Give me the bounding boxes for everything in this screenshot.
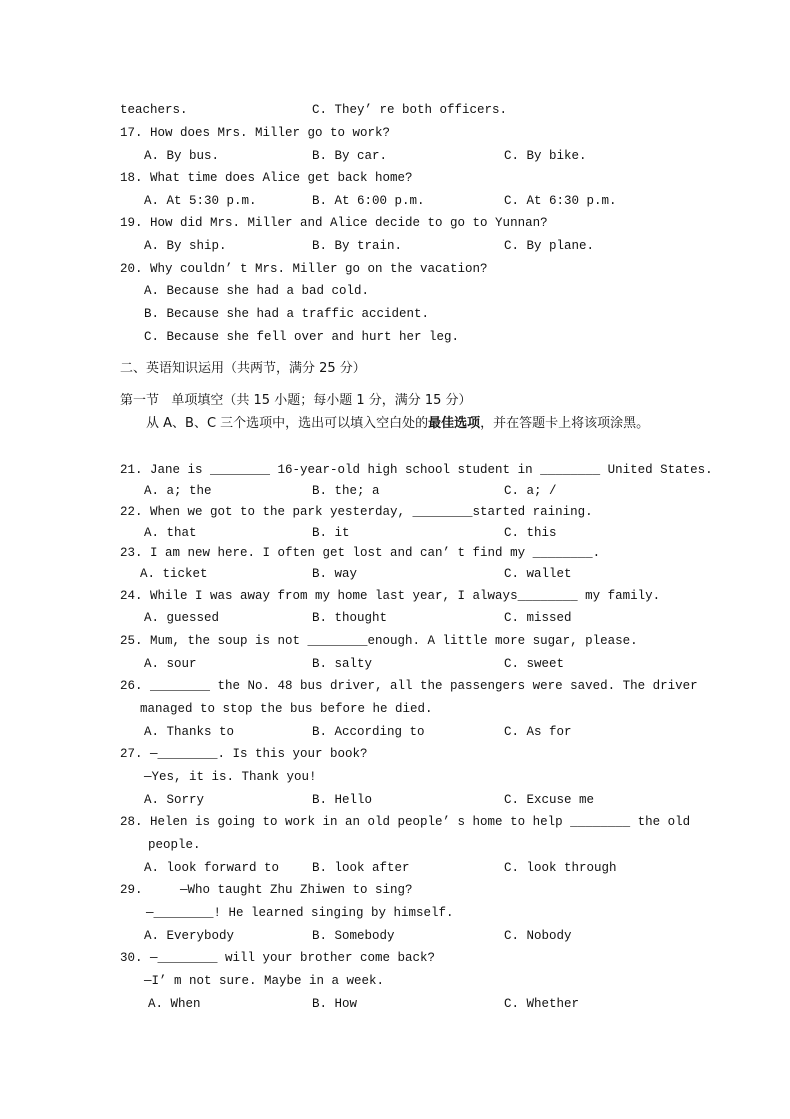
question-24-option-b: B. thought bbox=[312, 611, 388, 625]
question-23-text: 23. I am new here. I often get lost and can’ t find my ________. bbox=[120, 546, 601, 560]
question-20-option-c: C. Because she fell over and hurt her leg. bbox=[144, 330, 460, 344]
question-27-option-a: A. Sorry bbox=[144, 793, 205, 807]
question-18-text: 18. What time does Alice get back home? bbox=[120, 171, 413, 185]
question-16-option-c: C. They’ re both officers. bbox=[312, 103, 508, 117]
question-17-option-c: C. By bike. bbox=[504, 149, 587, 163]
instr-text: 从 A、B、C 三个选项中，选出可以填入空白处的 bbox=[146, 416, 429, 431]
question-22-option-b: B. it bbox=[312, 526, 350, 540]
question-24-text: 24. While I was away from my home last year, I always________ my family. bbox=[120, 589, 661, 603]
question-25-option-a: A. sour bbox=[144, 657, 197, 671]
question-29-option-c: C. Nobody bbox=[504, 929, 572, 943]
question-19-option-b: B. By train. bbox=[312, 239, 403, 253]
question-19-option-a: A. By ship. bbox=[144, 239, 227, 253]
question-22-option-c: C. this bbox=[504, 526, 557, 540]
question-20-text: 20. Why couldn’ t Mrs. Miller go on the vacation? bbox=[120, 262, 488, 276]
question-16-option-tail: teachers. bbox=[120, 103, 188, 117]
question-26-option-a: A. Thanks to bbox=[144, 725, 235, 739]
question-20-option-a: A. Because she had a bad cold. bbox=[144, 284, 370, 298]
question-24-option-a: A. guessed bbox=[144, 611, 220, 625]
question-30-text: 30. —________ will your brother come back? bbox=[120, 951, 436, 965]
question-18-option-b: B. At 6:00 p.m. bbox=[312, 194, 425, 208]
section-2-title: 二、英语知识运用（共两节，满分 25 分） bbox=[120, 361, 366, 376]
question-23-option-b: B. way bbox=[312, 567, 358, 581]
question-30-text-cont: —I’ m not sure. Maybe in a week. bbox=[144, 974, 385, 988]
question-30-option-c: C. Whether bbox=[504, 997, 580, 1011]
question-27-text: 27. —________. Is this your book? bbox=[120, 747, 368, 761]
question-19-option-c: C. By plane. bbox=[504, 239, 595, 253]
question-22-option-a: A. that bbox=[144, 526, 197, 540]
question-26-text: 26. ________ the No. 48 bus driver, all the passengers were saved. The driver bbox=[120, 679, 698, 693]
question-21-option-a: A. a; the bbox=[144, 484, 212, 498]
instr-text-end: ，并在答题卡上将该项涂黑。 bbox=[480, 416, 650, 431]
part-1-instructions bbox=[146, 416, 649, 432]
question-18-option-c: C. At 6:30 p.m. bbox=[504, 194, 617, 208]
question-27-option-c: C. Excuse me bbox=[504, 793, 595, 807]
question-23-option-c: C. wallet bbox=[504, 567, 572, 581]
question-21-option-c: C. a; / bbox=[504, 484, 557, 498]
part-1-title: 第一节 单项填空（共 15 小题；每小题 1 分，满分 15 分） bbox=[120, 393, 472, 408]
question-26-text-cont: managed to stop the bus before he died. bbox=[140, 702, 433, 716]
question-28-text: 28. Helen is going to work in an old people’ s home to help ________ the old bbox=[120, 815, 691, 829]
question-29-option-b: B. Somebody bbox=[312, 929, 395, 943]
question-25-option-c: C. sweet bbox=[504, 657, 565, 671]
question-25-option-b: B. salty bbox=[312, 657, 373, 671]
question-25-text: 25. Mum, the soup is not ________enough. A little more sugar, please. bbox=[120, 634, 638, 648]
instr-bold-text: 最佳选项 bbox=[428, 416, 481, 431]
question-30-option-b: B. How bbox=[312, 997, 358, 1011]
question-17-option-a: A. By bus. bbox=[144, 149, 220, 163]
question-26-option-c: C. As for bbox=[504, 725, 572, 739]
question-27-text-cont: —Yes, it is. Thank you! bbox=[144, 770, 317, 784]
question-28-option-b: B. look after bbox=[312, 861, 410, 875]
question-30-option-a: A. When bbox=[148, 997, 201, 1011]
question-27-option-b: B. Hello bbox=[312, 793, 373, 807]
question-28-option-c: C. look through bbox=[504, 861, 617, 875]
question-29-text-cont: —________! He learned singing by himself. bbox=[146, 906, 454, 920]
question-28-option-a: A. look forward to bbox=[144, 861, 280, 875]
question-19-text: 19. How did Mrs. Miller and Alice decide to go to Yunnan? bbox=[120, 216, 548, 230]
question-21-option-b: B. the; a bbox=[312, 484, 380, 498]
question-29-text: 29. —Who taught Zhu Zhiwen to sing? bbox=[120, 883, 413, 897]
question-17-text: 17. How does Mrs. Miller go to work? bbox=[120, 126, 391, 140]
question-23-option-a: A. ticket bbox=[140, 567, 208, 581]
question-21-text: 21. Jane is ________ 16-year-old high school student in ________ United States. bbox=[120, 463, 713, 477]
question-20-option-b: B. Because she had a traffic accident. bbox=[144, 307, 430, 321]
question-29-option-a: A. Everybody bbox=[144, 929, 235, 943]
question-22-text: 22. When we got to the park yesterday, ________started raining. bbox=[120, 505, 593, 519]
question-26-option-b: B. According to bbox=[312, 725, 425, 739]
question-18-option-a: A. At 5:30 p.m. bbox=[144, 194, 257, 208]
question-17-option-b: B. By car. bbox=[312, 149, 388, 163]
question-28-text-cont: people. bbox=[148, 838, 201, 852]
question-24-option-c: C. missed bbox=[504, 611, 572, 625]
